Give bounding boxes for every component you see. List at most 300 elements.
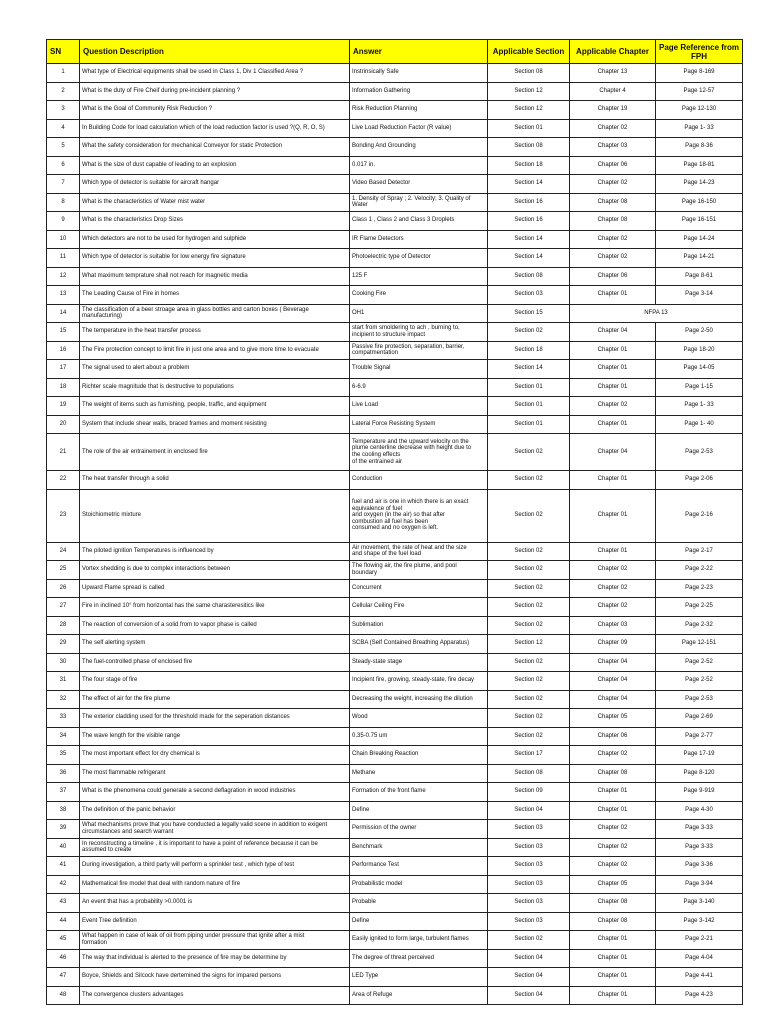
header-page-reference: Page Reference from FPH: [656, 40, 743, 64]
cell-page: Page 3-36: [656, 857, 743, 876]
cell-question: The wave length for the visible range: [80, 727, 350, 746]
cell-question: The exterior cladding used for the threshold made for the seperation distances: [80, 709, 350, 728]
cell-chapter: Chapter 08: [570, 193, 656, 212]
cell-chapter: Chapter 02: [570, 119, 656, 138]
cell-chapter: Chapter 02: [570, 579, 656, 598]
cell-page: Page 3-33: [656, 838, 743, 857]
cell-page: Page 18-81: [656, 156, 743, 175]
cell-chapter: Chapter 06: [570, 727, 656, 746]
cell-chapter: Chapter 02: [570, 746, 656, 765]
cell-sn: 35: [47, 746, 80, 765]
cell-question: The four stage of fire: [80, 672, 350, 691]
cell-answer: Sublimation: [350, 616, 488, 635]
cell-answer: Performance Test: [350, 857, 488, 876]
cell-section: Section 02: [488, 542, 570, 561]
cell-answer: Instrinsically Safe: [350, 64, 488, 83]
table-row: [47, 119, 743, 138]
table-row: [47, 764, 743, 783]
cell-answer: Lateral Force Resisting System: [350, 415, 488, 434]
cell-question: Mathematical fire model that deal with random nature of fire: [80, 875, 350, 894]
cell-answer: Temperature and the upward velocity on the plume centerline decrease with height due to the cooling effects of the entrained air: [350, 434, 488, 471]
cell-sn: 19: [47, 397, 80, 416]
table-row: [47, 949, 743, 968]
cell-page: Page 9-919: [656, 783, 743, 802]
cell-sn: 22: [47, 471, 80, 490]
cell-answer: Video Based Detector: [350, 175, 488, 194]
cell-answer: 0.35-0.75 um: [350, 727, 488, 746]
cell-section: Section 02: [488, 579, 570, 598]
cell-page: Page 3-94: [656, 875, 743, 894]
cell-section: Section 02: [488, 561, 570, 580]
table-row: [47, 397, 743, 416]
cell-answer: Bonding And Grounding: [350, 138, 488, 157]
cell-question: What is the Goal of Community Risk Reduction ?: [80, 101, 350, 120]
table-row: [47, 212, 743, 231]
table-row: [47, 64, 743, 83]
table-row: [47, 175, 743, 194]
cell-section: Section 08: [488, 267, 570, 286]
cell-answer: Photoelectric type of Detector: [350, 249, 488, 268]
cell-question: The reaction of conversion of a solid from to vapor phase is called: [80, 616, 350, 635]
cell-question: What is the phenomena could generate a second deflagration in wood industries: [80, 783, 350, 802]
cell-sn: 10: [47, 230, 80, 249]
cell-answer: 6-6.9: [350, 378, 488, 397]
cell-chapter: Chapter 08: [570, 894, 656, 913]
cell-page: Page 12-130: [656, 101, 743, 120]
cell-answer: Class 1 , Class 2 and Class 3 Droplets: [350, 212, 488, 231]
cell-sn: 46: [47, 949, 80, 968]
cell-answer: Air movement, the rate of heat and the size and shape of the fuel load: [350, 542, 488, 561]
cell-chapter: Chapter 02: [570, 561, 656, 580]
cell-page: Page 1- 40: [656, 415, 743, 434]
cell-section: Section 17: [488, 746, 570, 765]
cell-section: Section 03: [488, 875, 570, 894]
cell-section: Section 02: [488, 653, 570, 672]
cell-sn: 5: [47, 138, 80, 157]
cell-chapter: Chapter 19: [570, 101, 656, 120]
cell-question: The convergence clusters advantages: [80, 986, 350, 1005]
cell-page: Page 2-23: [656, 579, 743, 598]
cell-answer: Probable: [350, 894, 488, 913]
cell-sn: 9: [47, 212, 80, 231]
cell-page: Page 14-05: [656, 360, 743, 379]
cell-question: The way that individual is alerted to the presence of fire may be determine by: [80, 949, 350, 968]
cell-page: Page 2-21: [656, 931, 743, 950]
table-row: [47, 489, 743, 542]
cell-answer: Permission of the owner: [350, 820, 488, 839]
cell-section: Section 03: [488, 894, 570, 913]
cell-page: Page 3-140: [656, 894, 743, 913]
cell-page: Page 16-151: [656, 212, 743, 231]
table-row: [47, 653, 743, 672]
cell-answer: Methane: [350, 764, 488, 783]
cell-section: Section 01: [488, 415, 570, 434]
cell-question: What maximum temprature shall not reach for magnetic media: [80, 267, 350, 286]
cell-answer: Decreasing the weight, increasing the dilution: [350, 690, 488, 709]
cell-reference-merged: NFPA 13: [570, 304, 743, 323]
cell-chapter: Chapter 01: [570, 286, 656, 305]
table-row: [47, 82, 743, 101]
cell-section: Section 01: [488, 397, 570, 416]
table-row: [47, 230, 743, 249]
cell-page: Page 2-17: [656, 542, 743, 561]
cell-sn: 44: [47, 912, 80, 931]
cell-chapter: Chapter 01: [570, 341, 656, 360]
cell-section: Section 14: [488, 249, 570, 268]
cell-section: Section 14: [488, 230, 570, 249]
table-row: [47, 561, 743, 580]
table-row: [47, 709, 743, 728]
cell-section: Section 04: [488, 801, 570, 820]
cell-sn: 24: [47, 542, 80, 561]
cell-section: Section 16: [488, 193, 570, 212]
cell-question: What is the duty of Fire Cheif during pre-incident planning ?: [80, 82, 350, 101]
cell-section: Section 15: [488, 304, 570, 323]
cell-question: The definition of the panic behavior: [80, 801, 350, 820]
cell-answer: The degree of threat perceived: [350, 949, 488, 968]
cell-page: Page 4-23: [656, 986, 743, 1005]
question-table: [46, 39, 743, 1005]
cell-chapter: Chapter 06: [570, 267, 656, 286]
table-row: [47, 323, 743, 342]
cell-chapter: Chapter 04: [570, 653, 656, 672]
table-row: [47, 912, 743, 931]
cell-page: Page 2-52: [656, 672, 743, 691]
cell-sn: 30: [47, 653, 80, 672]
cell-sn: 12: [47, 267, 80, 286]
cell-sn: 16: [47, 341, 80, 360]
cell-page: Page 14-24: [656, 230, 743, 249]
cell-chapter: Chapter 08: [570, 764, 656, 783]
cell-chapter: Chapter 01: [570, 489, 656, 542]
cell-answer: Incipient fire, growing, steady-state, fire decay: [350, 672, 488, 691]
cell-chapter: Chapter 03: [570, 138, 656, 157]
table-row: [47, 838, 743, 857]
cell-sn: 36: [47, 764, 80, 783]
cell-sn: 33: [47, 709, 80, 728]
cell-page: Page 2-22: [656, 561, 743, 580]
cell-page: Page 4-41: [656, 968, 743, 987]
cell-answer: Conduction: [350, 471, 488, 490]
cell-sn: 38: [47, 801, 80, 820]
cell-sn: 48: [47, 986, 80, 1005]
table-row: [47, 727, 743, 746]
cell-answer: Risk Reduction Planning: [350, 101, 488, 120]
cell-page: Page 3-14: [656, 286, 743, 305]
cell-sn: 29: [47, 635, 80, 654]
table-row: [47, 968, 743, 987]
cell-sn: 1: [47, 64, 80, 83]
cell-section: Section 18: [488, 156, 570, 175]
cell-question: In reconstructing a timeline , it is important to have a point of reference because it can be assumed to create: [80, 838, 350, 857]
cell-question: Which type of detector is suitable for aircraft hangar: [80, 175, 350, 194]
cell-answer: Benchmark: [350, 838, 488, 857]
cell-sn: 17: [47, 360, 80, 379]
table-row: [47, 360, 743, 379]
cell-sn: 28: [47, 616, 80, 635]
cell-section: Section 04: [488, 968, 570, 987]
cell-page: Page 2-16: [656, 489, 743, 542]
cell-page: Page 2-52: [656, 653, 743, 672]
cell-answer: SCBA (Self Contained Breathing Apparatus): [350, 635, 488, 654]
cell-question: The fuel-controlled phase of enclosed fire: [80, 653, 350, 672]
cell-page: Page 14-21: [656, 249, 743, 268]
cell-question: The most flammable refrigerant: [80, 764, 350, 783]
table-row: [47, 579, 743, 598]
cell-question: Boyce, Shields and Silcock have dertemined the signs for impared persons: [80, 968, 350, 987]
cell-answer: 0.017 in.: [350, 156, 488, 175]
cell-page: Page 12-57: [656, 82, 743, 101]
cell-question: The heat transfer through a solid: [80, 471, 350, 490]
cell-answer: Probabilistic model: [350, 875, 488, 894]
cell-question: What the safety consideration for mechanical Conveyor for static Protection: [80, 138, 350, 157]
cell-chapter: Chapter 04: [570, 672, 656, 691]
cell-section: Section 02: [488, 727, 570, 746]
cell-sn: 6: [47, 156, 80, 175]
cell-chapter: Chapter 02: [570, 230, 656, 249]
cell-section: Section 08: [488, 64, 570, 83]
cell-sn: 8: [47, 193, 80, 212]
cell-section: Section 01: [488, 378, 570, 397]
cell-question: Which detectors are not to be used for hydrogen and sulphide: [80, 230, 350, 249]
cell-question: The role of the air entrainement in enclosed fire: [80, 434, 350, 471]
header-chapter: Applicable Chapter: [570, 40, 656, 64]
cell-section: Section 08: [488, 138, 570, 157]
cell-answer: OH1: [350, 304, 488, 323]
cell-question: In Building Code for load calculation which of the load reduction factor is used ?(Q, R, O, S): [80, 119, 350, 138]
cell-answer: Cooking Fire: [350, 286, 488, 305]
cell-answer: Formation of the front flame: [350, 783, 488, 802]
cell-page: Page 17-19: [656, 746, 743, 765]
cell-page: Page 2-77: [656, 727, 743, 746]
header-sn: SN: [47, 40, 80, 64]
table-row: [47, 101, 743, 120]
cell-chapter: Chapter 02: [570, 397, 656, 416]
cell-question: What happen in case of leak of oil from piping under pressure that ignite after a mist formation: [80, 931, 350, 950]
cell-chapter: Chapter 02: [570, 820, 656, 839]
cell-section: Section 03: [488, 838, 570, 857]
cell-sn: 42: [47, 875, 80, 894]
cell-question: The most important effect for dry chemical is: [80, 746, 350, 765]
table-row: [47, 672, 743, 691]
cell-section: Section 04: [488, 949, 570, 968]
cell-sn: 18: [47, 378, 80, 397]
cell-section: Section 02: [488, 323, 570, 342]
cell-sn: 2: [47, 82, 80, 101]
cell-chapter: Chapter 01: [570, 415, 656, 434]
cell-page: Page 2-25: [656, 598, 743, 617]
cell-question: The piloted ignition Temperatures is influenced by: [80, 542, 350, 561]
cell-sn: 11: [47, 249, 80, 268]
cell-question: The Fire protection concept to limit fire in just one area and to give more time to evacuate: [80, 341, 350, 360]
cell-answer: Define: [350, 801, 488, 820]
cell-sn: 4: [47, 119, 80, 138]
cell-question: What is the characteristics Drop Sizes: [80, 212, 350, 231]
cell-page: Page 4-04: [656, 949, 743, 968]
cell-chapter: Chapter 02: [570, 249, 656, 268]
table-row: [47, 598, 743, 617]
table-row: [47, 801, 743, 820]
cell-sn: 14: [47, 304, 80, 323]
cell-question: The Leading Cause of Fire in homes: [80, 286, 350, 305]
cell-sn: 26: [47, 579, 80, 598]
cell-page: Page 2-53: [656, 690, 743, 709]
cell-chapter: Chapter 01: [570, 801, 656, 820]
cell-answer: 1. Density of Spray ; 2. Velocity; 3. Quality of Water: [350, 193, 488, 212]
cell-chapter: Chapter 06: [570, 156, 656, 175]
cell-page: Page 2-69: [656, 709, 743, 728]
cell-sn: 23: [47, 489, 80, 542]
cell-question: What type of Electrical equipments shall be used in Class 1, Div 1 Classified Area ?: [80, 64, 350, 83]
cell-chapter: Chapter 03: [570, 616, 656, 635]
cell-page: Page 12-151: [656, 635, 743, 654]
cell-section: Section 18: [488, 341, 570, 360]
cell-section: Section 03: [488, 857, 570, 876]
table-row: [47, 542, 743, 561]
cell-section: Section 02: [488, 672, 570, 691]
cell-section: Section 02: [488, 471, 570, 490]
cell-sn: 15: [47, 323, 80, 342]
table-row: [47, 746, 743, 765]
cell-chapter: Chapter 02: [570, 175, 656, 194]
cell-section: Section 01: [488, 119, 570, 138]
cell-question: Richter scale magnitude that is destructive to populations: [80, 378, 350, 397]
cell-page: Page 3-33: [656, 820, 743, 839]
cell-chapter: Chapter 08: [570, 912, 656, 931]
cell-answer: Trouble Signal: [350, 360, 488, 379]
cell-sn: 37: [47, 783, 80, 802]
header-answer: Answer: [350, 40, 488, 64]
cell-chapter: Chapter 01: [570, 986, 656, 1005]
cell-page: Page 2-06: [656, 471, 743, 490]
cell-chapter: Chapter 04: [570, 690, 656, 709]
cell-answer: IR Flame Detectors: [350, 230, 488, 249]
cell-page: Page 1- 33: [656, 119, 743, 138]
cell-answer: Live Load: [350, 397, 488, 416]
cell-answer: Steady-state stage: [350, 653, 488, 672]
cell-section: Section 02: [488, 434, 570, 471]
table-row: [47, 249, 743, 268]
cell-answer: start from smoldering to ach , burning to, incipient to structure impact: [350, 323, 488, 342]
cell-answer: fuel and air is one in which there is an exact equivalence of fuel and oxygen (in the air) so that after combustion all fuel has been consumed and no oxygen is left.: [350, 489, 488, 542]
cell-question: The signal used to alert about a problem: [80, 360, 350, 379]
cell-question: What mechanisms prove that you have conducted a legally valid scene in addition to exigent circumstances and search warrant: [80, 820, 350, 839]
cell-question: During investigation, a third party will perform a sprinkler test , which type of test: [80, 857, 350, 876]
cell-page: Page 1- 33: [656, 397, 743, 416]
cell-answer: Define: [350, 912, 488, 931]
cell-section: Section 02: [488, 709, 570, 728]
cell-answer: Cellular Ceiling Fire: [350, 598, 488, 617]
table-row: [47, 415, 743, 434]
cell-page: Page 8-61: [656, 267, 743, 286]
cell-sn: 32: [47, 690, 80, 709]
cell-page: Page 2-53: [656, 434, 743, 471]
cell-sn: 34: [47, 727, 80, 746]
cell-answer: Live Load Reduction Factor (R value): [350, 119, 488, 138]
cell-chapter: Chapter 08: [570, 212, 656, 231]
cell-chapter: Chapter 01: [570, 968, 656, 987]
cell-sn: 45: [47, 931, 80, 950]
cell-chapter: Chapter 02: [570, 598, 656, 617]
cell-section: Section 12: [488, 635, 570, 654]
table-row: [47, 434, 743, 471]
cell-chapter: Chapter 01: [570, 931, 656, 950]
cell-sn: 40: [47, 838, 80, 857]
cell-answer: Concurrent: [350, 579, 488, 598]
cell-sn: 27: [47, 598, 80, 617]
cell-page: Page 8-120: [656, 764, 743, 783]
table-row: [47, 138, 743, 157]
cell-section: Section 03: [488, 820, 570, 839]
cell-sn: 43: [47, 894, 80, 913]
table-row: [47, 267, 743, 286]
cell-question: Event Tree definition: [80, 912, 350, 931]
cell-page: Page 3-142: [656, 912, 743, 931]
cell-page: Page 14-23: [656, 175, 743, 194]
cell-section: Section 16: [488, 212, 570, 231]
cell-answer: Passive fire protection, separation, barrier, compatmentation: [350, 341, 488, 360]
cell-sn: 39: [47, 820, 80, 839]
cell-question: The self alerting system: [80, 635, 350, 654]
cell-answer: Wood: [350, 709, 488, 728]
cell-section: Section 14: [488, 175, 570, 194]
cell-question: The classification of a beer stroage area in glass bottles and carton boxes ( Beverage manufacturing): [80, 304, 350, 323]
table-row: [47, 857, 743, 876]
cell-chapter: Chapter 01: [570, 783, 656, 802]
table-row: [47, 378, 743, 397]
cell-chapter: Chapter 4: [570, 82, 656, 101]
cell-question: The weight of items such as furnishing, people, traffic, and equipment: [80, 397, 350, 416]
cell-section: Section 12: [488, 101, 570, 120]
cell-question: System that include shear walls, braced frames and moment resisting: [80, 415, 350, 434]
table-row: [47, 156, 743, 175]
cell-section: Section 08: [488, 764, 570, 783]
header-section: Applicable Section: [488, 40, 570, 64]
cell-page: Page 8-169: [656, 64, 743, 83]
cell-answer: Information Gathering: [350, 82, 488, 101]
cell-page: Page 2-50: [656, 323, 743, 342]
cell-chapter: Chapter 09: [570, 635, 656, 654]
cell-sn: 41: [47, 857, 80, 876]
cell-chapter: Chapter 01: [570, 360, 656, 379]
table-row: [47, 875, 743, 894]
cell-chapter: Chapter 04: [570, 434, 656, 471]
cell-chapter: Chapter 02: [570, 838, 656, 857]
cell-question: An event that has a probability >0.0001 is: [80, 894, 350, 913]
cell-question: Which type of detector is suitable for low energy fire signature: [80, 249, 350, 268]
cell-answer: LED Type: [350, 968, 488, 987]
header-row: [47, 40, 743, 64]
cell-answer: 125 F: [350, 267, 488, 286]
cell-sn: 31: [47, 672, 80, 691]
cell-sn: 13: [47, 286, 80, 305]
table-row: [47, 616, 743, 635]
cell-chapter: Chapter 13: [570, 64, 656, 83]
header-question: Question Description: [80, 40, 350, 64]
cell-question: The effect of air for the fire plume: [80, 690, 350, 709]
cell-answer: Chain Breaking Reaction: [350, 746, 488, 765]
cell-chapter: Chapter 01: [570, 471, 656, 490]
cell-chapter: Chapter 05: [570, 875, 656, 894]
table-row: [47, 635, 743, 654]
cell-chapter: Chapter 01: [570, 542, 656, 561]
table-row: [47, 193, 743, 212]
cell-sn: 47: [47, 968, 80, 987]
cell-page: Page 2-32: [656, 616, 743, 635]
cell-sn: 25: [47, 561, 80, 580]
table-row: [47, 820, 743, 839]
cell-section: Section 12: [488, 82, 570, 101]
